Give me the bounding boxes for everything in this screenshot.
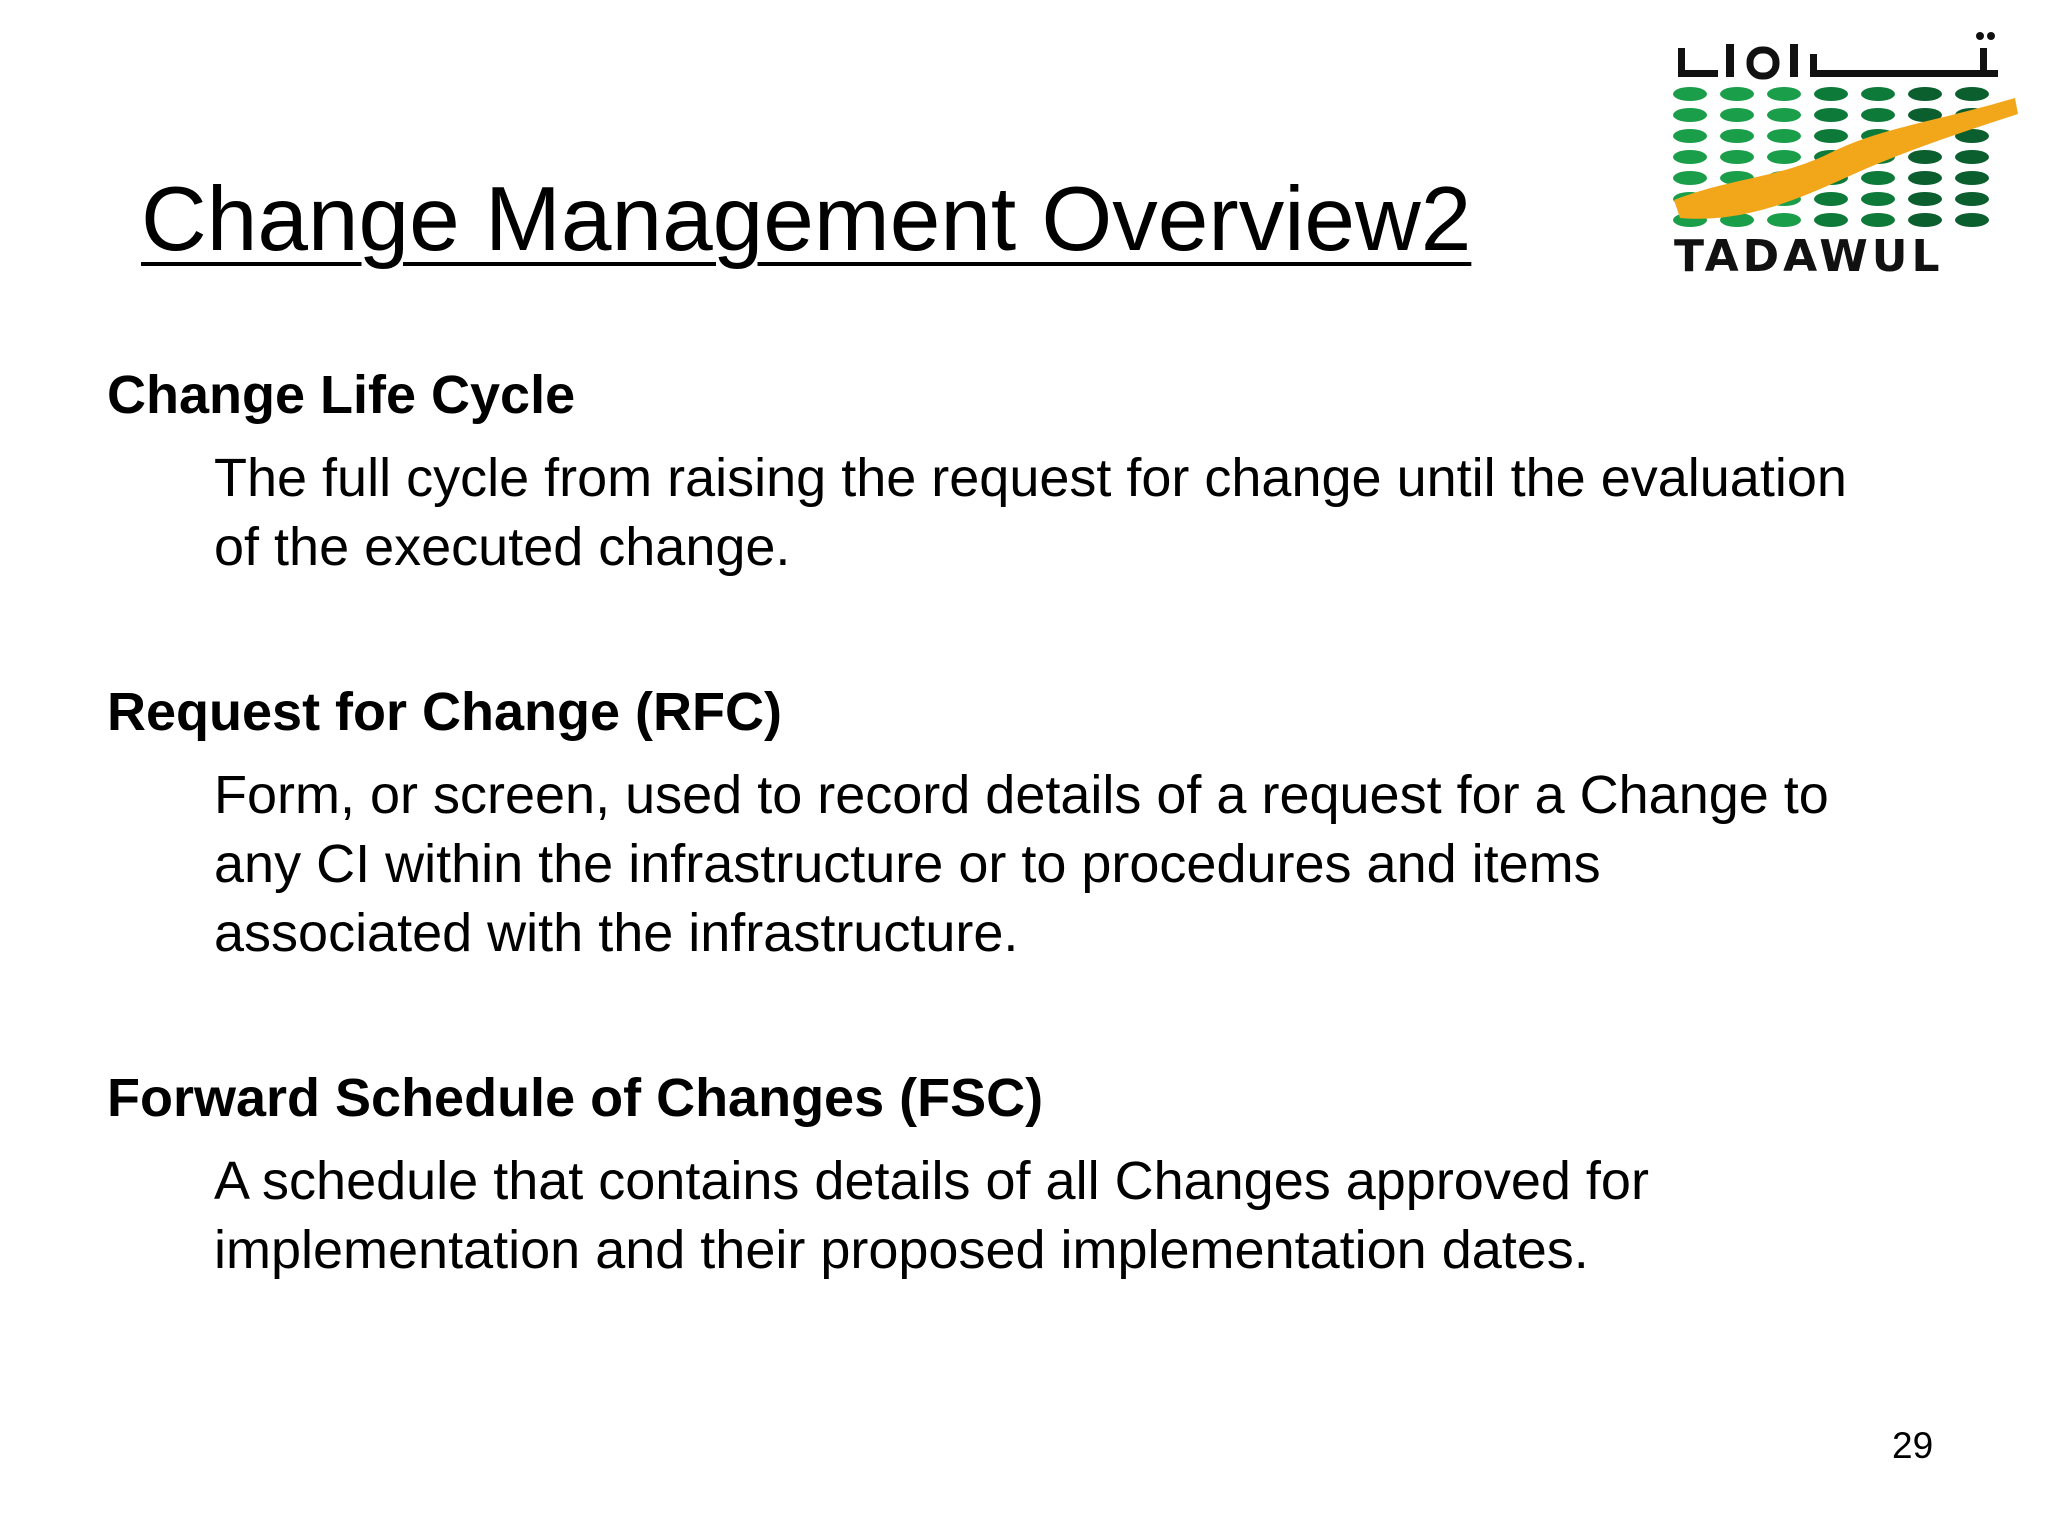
definition-text — [214, 761, 1967, 968]
logo-dot — [1720, 108, 1754, 122]
tadawul-logo — [1660, 28, 2028, 278]
logo-dot — [1767, 150, 1801, 164]
logo-dot — [1720, 129, 1754, 143]
definition-text — [214, 1147, 1967, 1285]
logo-dot — [1861, 213, 1895, 227]
logo-dot — [1955, 150, 1989, 164]
definition-line: Form, or screen, used to record details of a request for a Change to — [214, 765, 1829, 825]
logo-dot — [1814, 108, 1848, 122]
logo-dot — [1673, 108, 1707, 122]
logo-dot — [1861, 171, 1895, 185]
logo-dot — [1955, 192, 1989, 206]
section-forward-schedule-of-changes — [107, 1063, 1967, 1285]
section-change-life-cycle — [107, 360, 1967, 582]
logo-dot — [1720, 87, 1754, 101]
logo-dot — [1673, 87, 1707, 101]
arabic-wordmark — [1678, 32, 1998, 77]
logo-dot — [1955, 171, 1989, 185]
logo-dot — [1861, 108, 1895, 122]
logo-dot — [1955, 213, 1989, 227]
logo-dot — [1861, 87, 1895, 101]
page-number: 29 — [1892, 1425, 1934, 1466]
logo-dot — [1814, 129, 1848, 143]
logo-dot — [1673, 129, 1707, 143]
logo-dot — [1767, 108, 1801, 122]
logo-dot — [1720, 150, 1754, 164]
definition-line: A schedule that contains details of all Changes approved for — [214, 1151, 1649, 1211]
definition-line: of the executed change. — [214, 517, 791, 577]
definition-line: any CI within the infrastructure or to procedures and items — [214, 834, 1601, 894]
logo-dot — [1673, 171, 1707, 185]
logo-dot — [1814, 213, 1848, 227]
logo-dot — [1908, 192, 1942, 206]
logo-dot — [1908, 87, 1942, 101]
logo-dot — [1767, 87, 1801, 101]
definition-line: The full cycle from raising the request for change until the evaluation — [214, 448, 1847, 508]
logo-dot — [1908, 171, 1942, 185]
latin-wordmark: TADAWUL — [1674, 231, 1944, 278]
definition-text — [214, 444, 1967, 582]
term-heading: Forward Schedule of Changes (FSC) — [107, 1068, 1044, 1128]
logo-dot — [1814, 192, 1848, 206]
logo-dot — [1908, 213, 1942, 227]
slide-title: Change Management Overview2 — [141, 169, 1472, 270]
logo-dot — [1767, 129, 1801, 143]
logo-dot — [1861, 192, 1895, 206]
logo-dot — [1767, 213, 1801, 227]
term-heading: Change Life Cycle — [107, 365, 576, 425]
logo-dot — [1955, 87, 1989, 101]
logo-dot — [1814, 87, 1848, 101]
term-heading: Request for Change (RFC) — [107, 682, 782, 742]
section-request-for-change — [107, 677, 1967, 968]
logo-dot — [1673, 150, 1707, 164]
logo-dot — [1908, 150, 1942, 164]
definition-line: implementation and their proposed implementation dates. — [214, 1220, 1589, 1280]
definition-line: associated with the infrastructure. — [214, 903, 1019, 963]
